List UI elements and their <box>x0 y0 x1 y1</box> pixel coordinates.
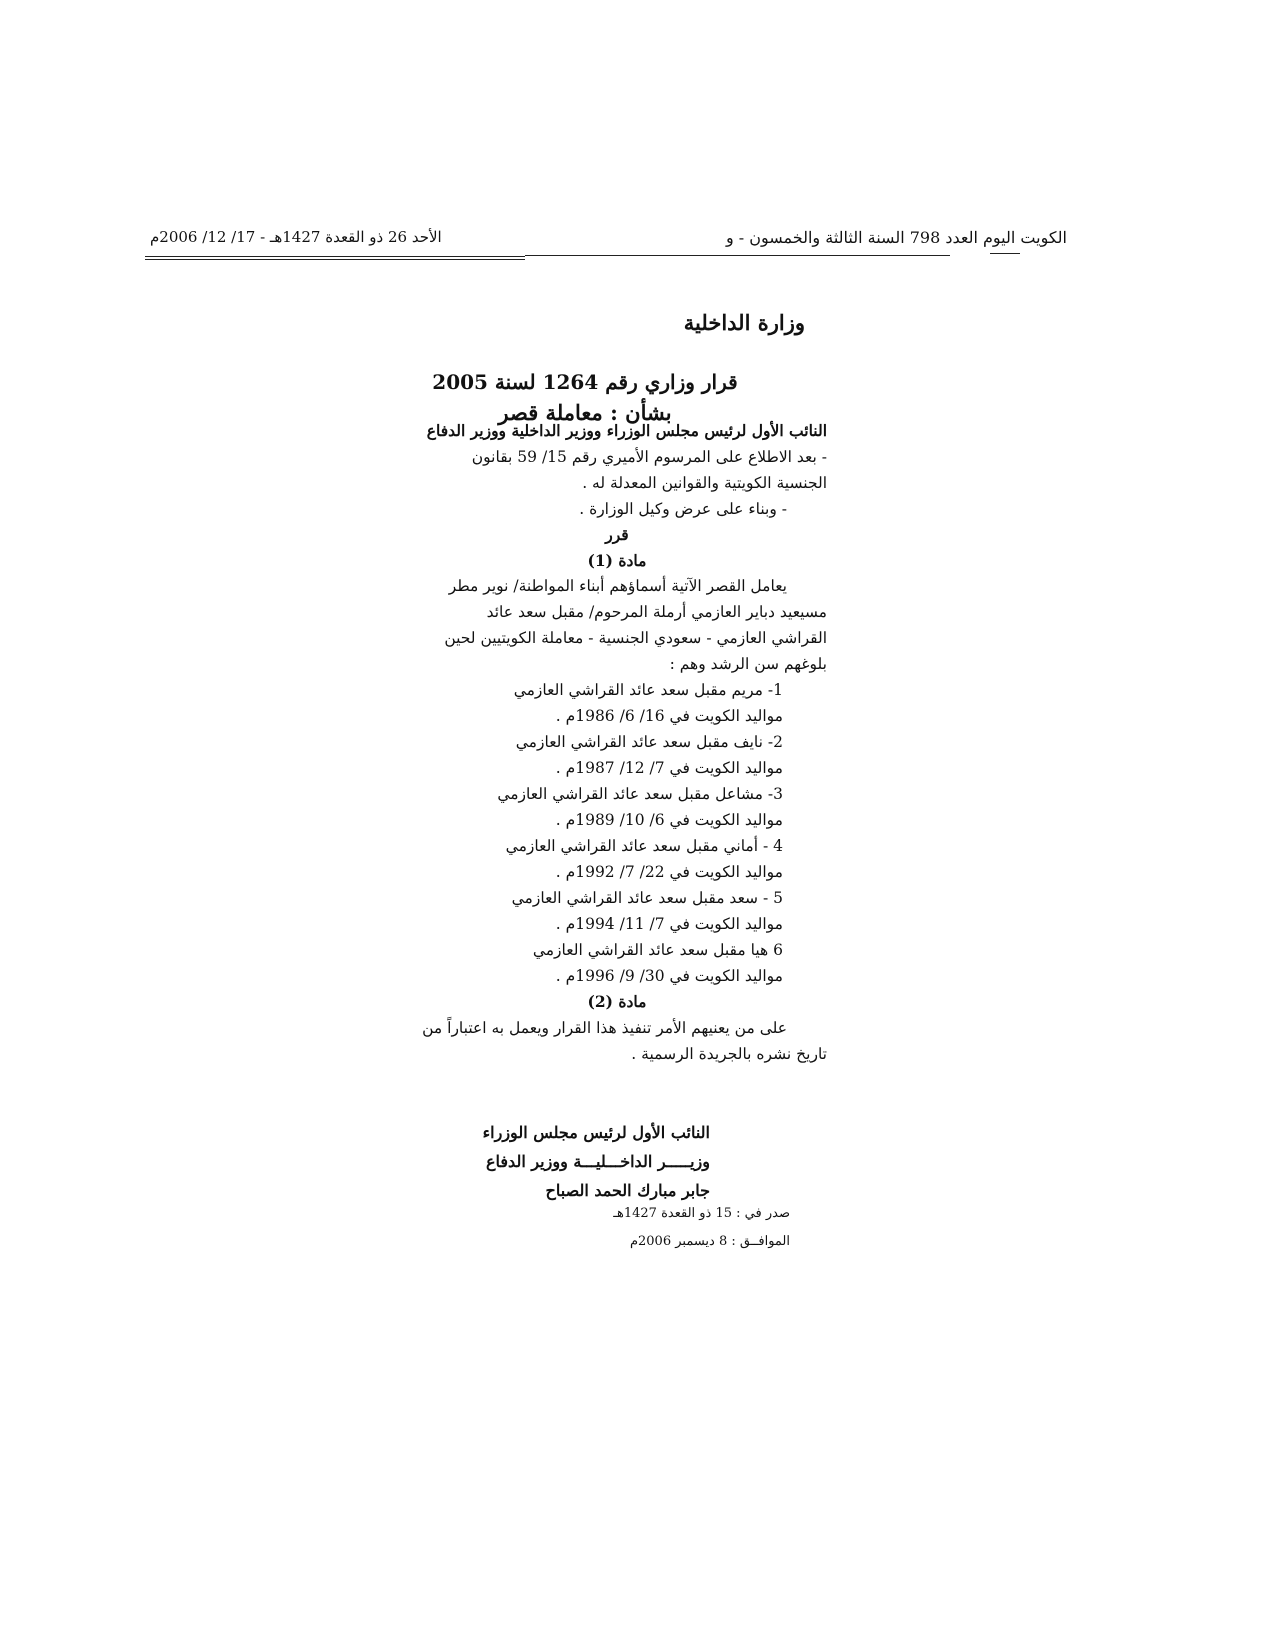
decision-subject: بشأن : معاملة قصر <box>498 400 672 425</box>
preamble-line-1a: - بعد الاطلاع على المرسوم الأميري رقم 15/ 59 بقانون <box>471 448 827 466</box>
signature-name: جابر مبارك الحمد الصباح <box>545 1181 710 1200</box>
minor-birth: مواليد الكويت في 16/ 6/ 1986م . <box>555 707 783 725</box>
header-rule-mark <box>990 253 1020 254</box>
minor-birth: مواليد الكويت في 7/ 11/ 1994م . <box>555 915 783 933</box>
signature-block <box>483 1118 710 1205</box>
minor-name: 2- نايف مقبل سعد عائد القراشي العازمي <box>515 733 783 751</box>
article-1-heading: مادة (1) <box>587 551 647 570</box>
header-issue: الكويت اليوم العدد 798 السنة الثالثة والخمسون - و <box>725 228 1067 247</box>
minor-name: 6 هيا مقبل سعد عائد القراشي العازمي <box>532 941 783 959</box>
article-1-body <box>407 573 827 1067</box>
minor-name: 5 - سعد مقبل سعد عائد القراشي العازمي <box>511 889 783 907</box>
article-1-intro-line: مسيعيد دباير العازمي أرملة المرحوم/ مقبل سعد عائد <box>486 603 827 621</box>
issued-hijri: صدر في : 15 ذو القعدة 1427هـ <box>613 1206 790 1221</box>
article-2-line-1: على من يعنيهم الأمر تنفيذ هذا القرار ويعمل به اعتباراً من <box>422 1019 787 1037</box>
header-date: الأحد 26 ذو القعدة 1427هـ - 17/ 12/ 2006م <box>150 228 442 246</box>
signature-title-1: النائب الأول لرئيس مجلس الوزراء <box>482 1123 710 1142</box>
preamble-line-2: - وبناء على عرض وكيل الوزارة . <box>579 500 787 518</box>
article-1-intro-line: بلوغهم سن الرشد وهم : <box>669 655 827 673</box>
minor-birth: مواليد الكويت في 30/ 9/ 1996م . <box>555 967 783 985</box>
ministry-title: وزارة الداخلية <box>683 310 805 335</box>
minor-birth: مواليد الكويت في 7/ 12/ 1987م . <box>555 759 783 777</box>
minor-birth: مواليد الكويت في 6/ 10/ 1989م . <box>555 811 783 829</box>
issued-gregorian: الموافــق : 8 ديسمبر 2006م <box>629 1234 790 1249</box>
header-rule-left <box>145 256 525 257</box>
decision-title: قرار وزاري رقم 1264 لسنة 2005 <box>432 370 738 394</box>
article-2-heading: مادة (2) <box>587 992 647 1011</box>
article-2-line-2: تاريخ نشره بالجريدة الرسمية . <box>631 1045 827 1063</box>
article-1-intro-line: يعامل القصر الآتية أسماؤهم أبناء المواطنة/ نوير مطر <box>448 577 787 595</box>
header-rule-right <box>525 255 950 256</box>
preamble <box>407 418 827 574</box>
header-rule-left-2 <box>145 259 525 260</box>
issuer-line: النائب الأول لرئيس مجلس الوزراء ووزير الداخلية ووزير الدفاع <box>426 421 827 440</box>
minor-birth: مواليد الكويت في 22/ 7/ 1992م . <box>555 863 783 881</box>
signature-title-2: وزيـــــر الداخـــليـــة ووزير الدفاع <box>485 1152 710 1171</box>
preamble-line-1b: الجنسية الكويتية والقوانين المعدلة له . <box>582 474 827 492</box>
issue-dates <box>613 1200 790 1256</box>
decided-heading: قرر <box>605 525 629 544</box>
article-1-intro-line: القراشي العازمي - سعودي الجنسية - معاملة الكويتيين لحين <box>444 629 827 647</box>
minor-name: 4 - أماني مقبل سعد عائد القراشي العازمي <box>505 837 783 855</box>
minor-name: 1- مريم مقبل سعد عائد القراشي العازمي <box>513 681 783 699</box>
minor-name: 3- مشاعل مقبل سعد عائد القراشي العازمي <box>497 785 783 803</box>
